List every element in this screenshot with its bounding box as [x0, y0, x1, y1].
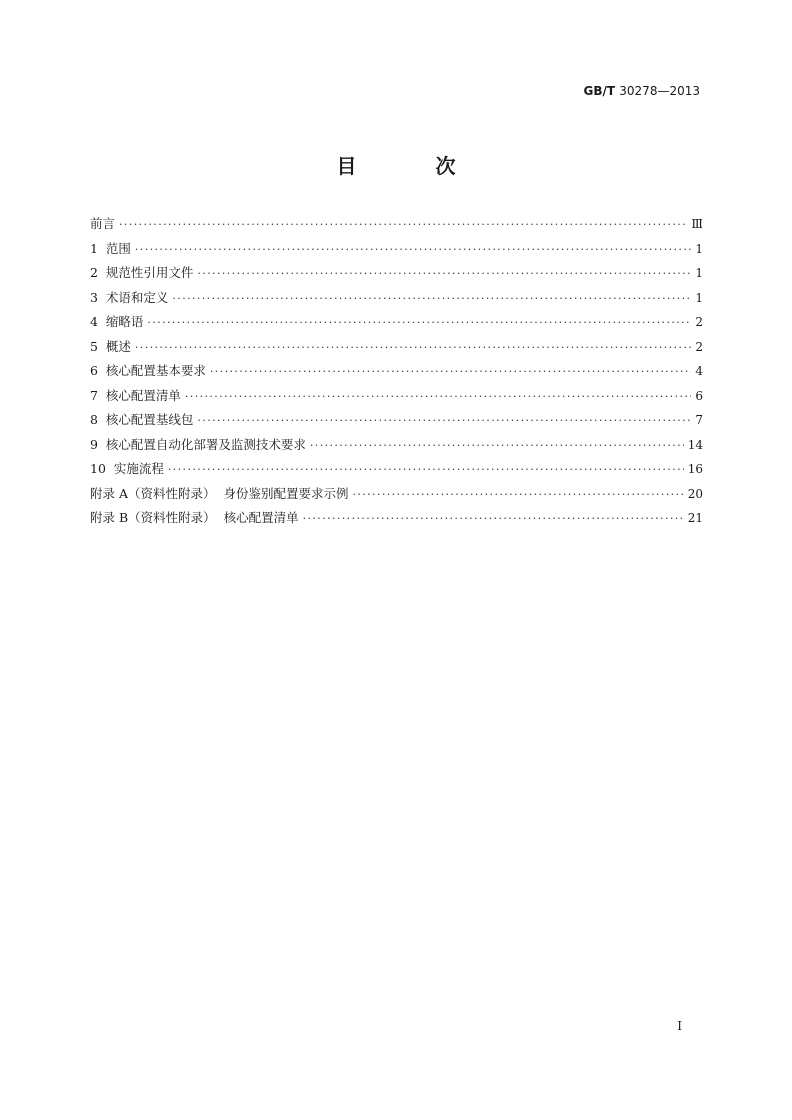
toc-entry-page: 2 [695, 315, 703, 329]
dot-leader [303, 512, 684, 525]
toc-entry-page: 4 [695, 364, 703, 378]
dot-leader [172, 292, 691, 305]
dot-leader [210, 365, 691, 378]
toc-entry-label: 8 核心配置基线包 [90, 412, 194, 427]
dot-leader [352, 488, 683, 501]
page-number: Ⅰ [677, 1019, 682, 1033]
toc-entry-label: 10 实施流程 [90, 461, 164, 476]
toc-entry-6[interactable] [90, 361, 703, 386]
toc-entry-page: Ⅲ [691, 217, 703, 231]
dot-leader [135, 341, 691, 354]
standard-number [584, 84, 700, 98]
toc-entry-page: 6 [695, 388, 703, 403]
toc-entry-page: 1 [695, 266, 703, 280]
toc-entry-label: 9 核心配置自动化部署及监测技术要求 [90, 436, 306, 452]
dot-leader [119, 218, 687, 231]
toc-entry-page: 20 [687, 486, 703, 501]
toc-entry-appendix-b[interactable] [90, 508, 703, 533]
toc-entry-3[interactable] [90, 288, 703, 313]
dot-leader [168, 463, 684, 476]
dot-leader [147, 316, 691, 329]
dot-leader [185, 390, 691, 403]
toc-entry-label: 3 术语和定义 [90, 289, 169, 305]
toc-entry-page: 21 [687, 511, 703, 525]
toc-entry-label: 附录 B（资料性附录） 核心配置清单 [90, 510, 299, 525]
toc-entry-label: 2 规范性引用文件 [90, 265, 194, 280]
toc-entry-page: 1 [695, 290, 703, 305]
page-title: 目 次 [336, 154, 492, 178]
toc-entry-8[interactable] [90, 410, 703, 435]
toc-entry-1[interactable] [90, 239, 703, 264]
toc-entry-page: 2 [695, 339, 703, 354]
dot-leader [197, 267, 691, 280]
standard-code: 30278—2013 [619, 84, 700, 98]
dot-leader [197, 414, 691, 427]
toc-entry-4[interactable] [90, 312, 703, 337]
toc-entry-page: 16 [687, 462, 703, 476]
toc-entry-label: 6 核心配置基本要求 [90, 363, 206, 378]
toc-entry-label: 7 核心配置清单 [90, 387, 181, 403]
toc-entry-5[interactable] [90, 337, 703, 362]
toc-entry-10[interactable] [90, 459, 703, 484]
toc-entry-preface[interactable] [90, 214, 703, 239]
toc-entry-label: 5 概述 [90, 338, 131, 354]
standard-prefix: GB/T [583, 84, 616, 98]
toc-entry-label: 前言 [90, 216, 116, 231]
toc-entry-page: 14 [687, 437, 703, 452]
dot-leader [135, 243, 691, 256]
toc-entry-7[interactable] [90, 386, 703, 411]
toc-entry-2[interactable] [90, 263, 703, 288]
toc-entry-label: 4 缩略语 [90, 314, 144, 329]
toc-entry-page: 1 [695, 241, 703, 256]
table-of-contents [90, 214, 703, 533]
dot-leader [310, 439, 684, 452]
toc-entry-page: 7 [695, 413, 703, 427]
toc-entry-9[interactable] [90, 435, 703, 460]
toc-entry-appendix-a[interactable] [90, 484, 703, 509]
toc-entry-label: 附录 A（资料性附录） 身份鉴别配置要求示例 [90, 485, 349, 501]
toc-entry-label: 1 范围 [90, 240, 131, 256]
